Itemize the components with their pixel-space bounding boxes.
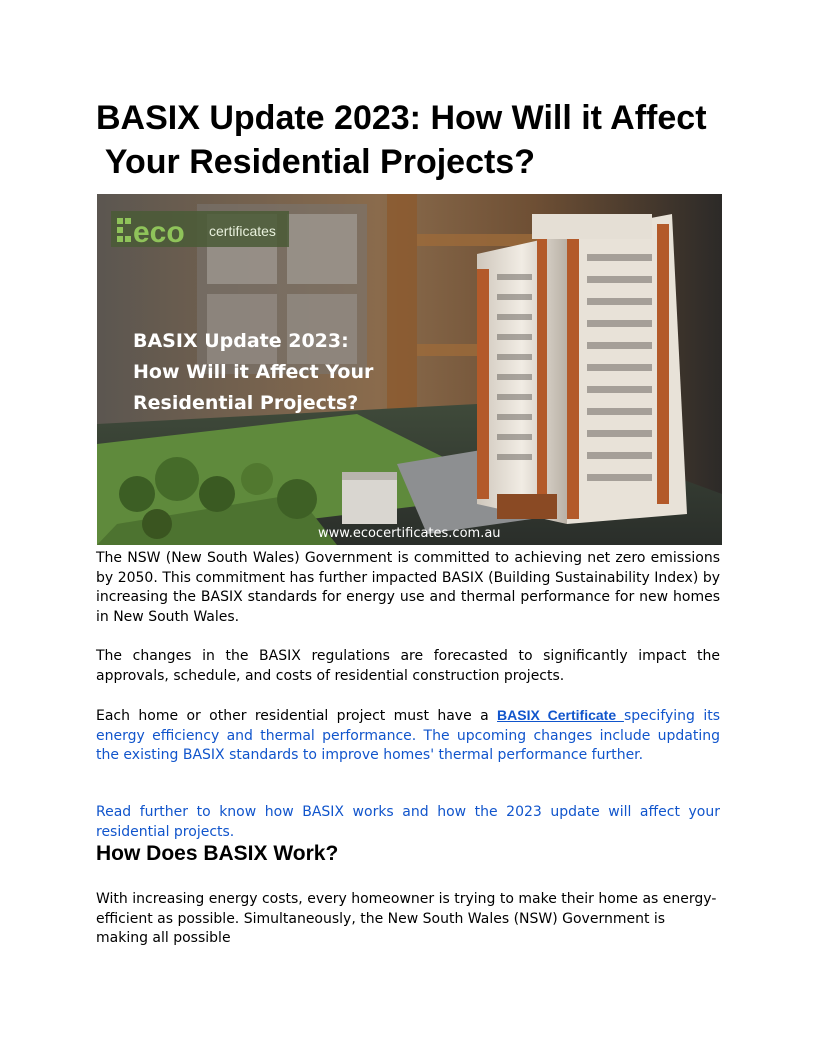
- hero-image: [97, 194, 722, 545]
- logo-certificates-text: certificates: [209, 223, 276, 239]
- section-heading: How Does BASIX Work?: [96, 842, 339, 865]
- paragraph-3-rest: specifying its energy efficiency and thermal performance. The upcoming changes include updating the existing BASIX standards to improve homes' thermal performance further.: [96, 708, 720, 763]
- title-line-2: Your Residential Projects?: [96, 143, 535, 181]
- paragraph-2: The changes in the BASIX regulations are forecasted to significantly impact the approvals, schedule, and costs of residential construction projects.: [96, 648, 720, 684]
- overlay-line-2: How Will it Affect Your: [133, 361, 374, 383]
- basix-certificate-link[interactable]: BASIX Certificate: [497, 707, 624, 723]
- page-title: [96, 96, 736, 184]
- paragraph-3-intro: Each home or other residential project must have a: [96, 708, 498, 724]
- title-line-1: BASIX Update 2023: How Will it Affect: [96, 99, 707, 137]
- logo-eco-text: eco: [133, 216, 185, 249]
- paragraph-3: [96, 706, 720, 766]
- eco-certificates-logo: [111, 211, 289, 249]
- paragraph-4: Read further to know how BASIX works and how the 2023 update will affect your residential projects.: [96, 804, 720, 840]
- paragraph-5: With increasing energy costs, every homeowner is trying to make their home as energy-efficient as possible. Simultaneously, the New South Wales (NSW) Government is making all possible: [96, 891, 717, 946]
- hero-overlay-title: [133, 330, 374, 414]
- paragraph-1: The NSW (New South Wales) Government is committed to achieving net zero emissions by 2050. This commitment has further impacted BASIX (Building Sustainability Index) by increasing the BASIX standards for energy use and thermal performance for new homes in New South Wales.: [96, 550, 720, 625]
- overlay-line-1: BASIX Update 2023:: [133, 330, 349, 352]
- overlay-line-3: Residential Projects?: [133, 392, 359, 414]
- website-watermark: www.ecocertificates.com.au: [318, 526, 501, 541]
